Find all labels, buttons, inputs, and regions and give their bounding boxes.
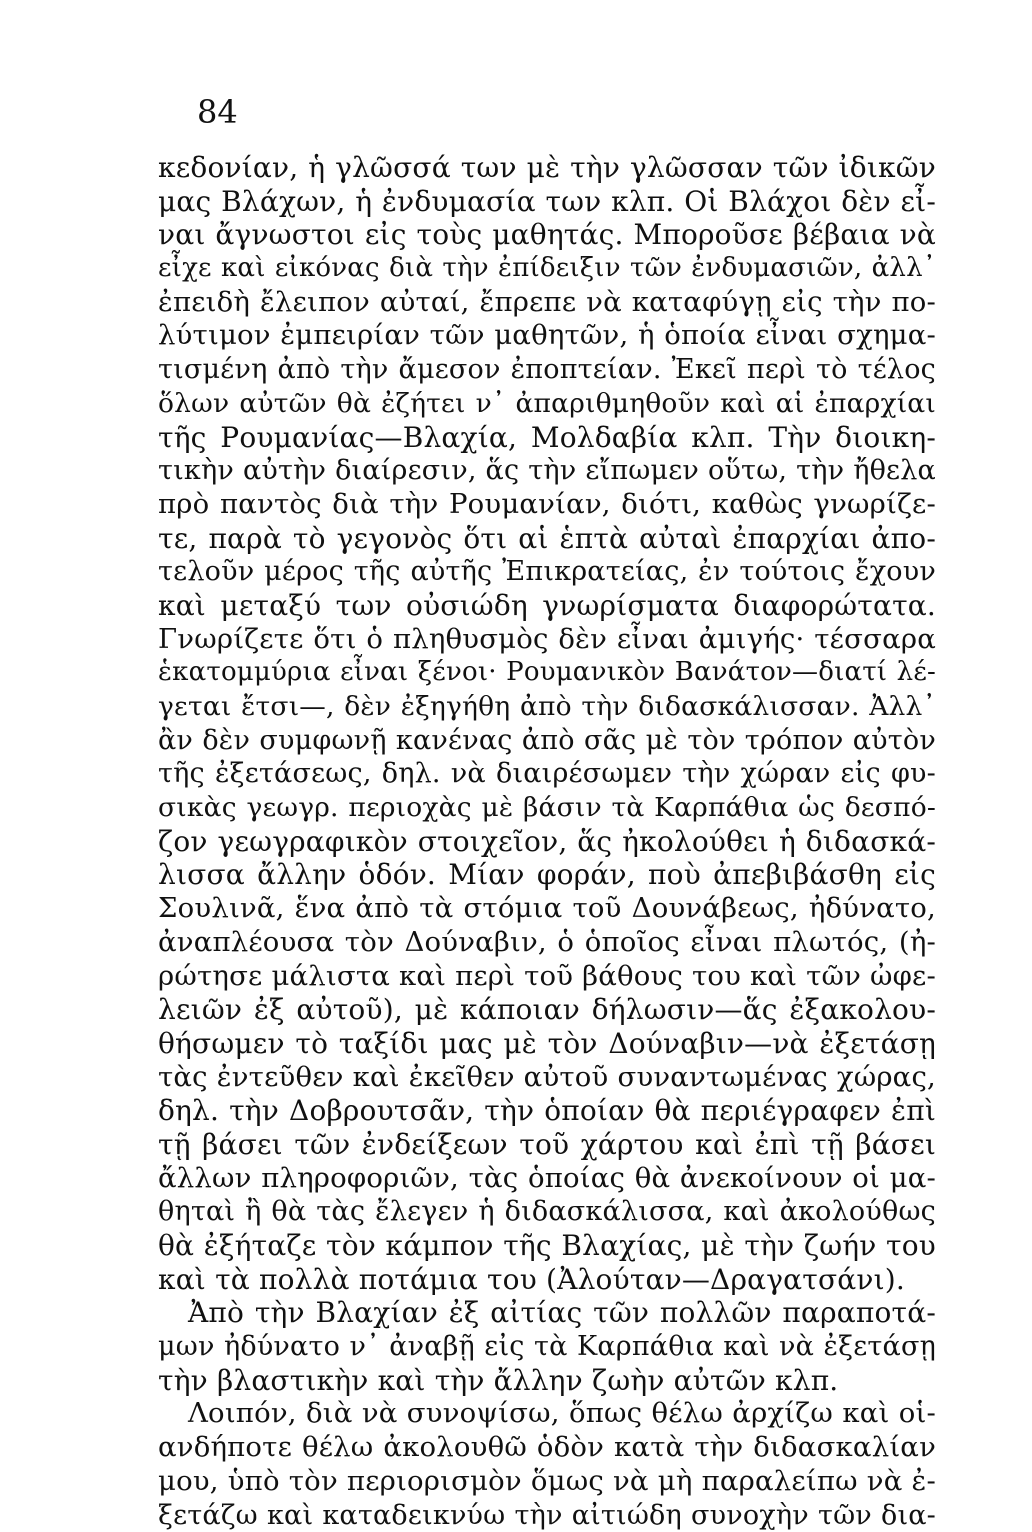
text-line: λύτιμον ἐμπειρίαν τῶν μαθητῶν, ἡ ὁποία εἶναι σχημα-: [158, 319, 936, 353]
text-line: εἶχε καὶ εἰκόνας διὰ τὴν ἐπίδειξιν τῶν ἐνδυμασιῶν, ἀλλ᾽: [158, 252, 936, 286]
text-line: σικὰς γεωγρ. περιοχὰς μὲ βάσιν τὰ Καρπάθια ὡς δεσπό-: [158, 791, 936, 825]
text-line: ἂν δὲν συμφωνῇ κανένας ἀπὸ σᾶς μὲ τὸν τρόπον αὐτὸν: [158, 724, 936, 758]
text-line: Λοιπόν, διὰ νὰ συνοψίσω, ὅπως θέλω ἀρχίζω καὶ οἱ-: [158, 1397, 936, 1431]
text-line: τῆς ἐξετάσεως, δηλ. νὰ διαιρέσωμεν τὴν χώραν εἰς φυ-: [158, 757, 936, 791]
text-line: ζον γεωγραφικὸν στοιχεῖον, ἅς ἠκολούθει ἡ διδασκά-: [158, 825, 936, 859]
text-line: τῇ βάσει τῶν ἐνδείξεων τοῦ χάρτου καὶ ἐπὶ τῇ βάσει: [158, 1128, 936, 1162]
text-line: γεται ἔτσι—, δὲν ἐξηγήθη ἀπὸ τὴν διδασκάλισσαν. Ἀλλ᾽: [158, 690, 936, 724]
text-line: τελοῦν μέρος τῆς αὐτῆς Ἐπικρατείας, ἐν τούτοις ἔχουν: [158, 555, 936, 589]
text-line: ἀναπλέουσα τὸν Δούναβιν, ὁ ὁποῖος εἶναι πλωτός, (ἠ-: [158, 926, 936, 960]
text-line: ἄλλων πληροφοριῶν, τὰς ὁποίας θὰ ἀνεκοίνουν οἱ μα-: [158, 1162, 936, 1196]
text-line: μου, ὑπὸ τὸν περιορισμὸν ὅμως νὰ μὴ παραλείπω νὰ ἐ-: [158, 1465, 936, 1499]
text-line: ξετάζω καὶ καταδεικνύω τὴν αἰτιώδη συνοχὴν τῶν δια-: [158, 1499, 936, 1532]
body-text: [158, 151, 936, 1532]
text-line: ανδήποτε θέλω ἀκολουθῶ ὁδὸν κατὰ τὴν διδασκαλίαν: [158, 1431, 936, 1465]
text-line: πρὸ παντὸς διὰ τὴν Ρουμανίαν, διότι, καθὼς γνωρίζε-: [158, 488, 936, 522]
text-line: τισμένη ἀπὸ τὴν ἄμεσον ἐποπτείαν. Ἐκεῖ περὶ τὸ τέλος: [158, 353, 936, 387]
text-line: τῆς Ρουμανίας—Βλαχία, Μολδαβία κλπ. Τὴν διοικη-: [158, 421, 936, 455]
text-line: δηλ. τὴν Δοβρουτσᾶν, τὴν ὁποίαν θὰ περιέγραφεν ἐπὶ: [158, 1094, 936, 1128]
text-line: Σουλινᾶ, ἕνα ἀπὸ τὰ στόμια τοῦ Δουνάβεως, ἠδύνατο,: [158, 892, 936, 926]
text-line: καὶ μεταξύ των οὐσιώδη γνωρίσματα διαφορώτατα.: [158, 589, 936, 623]
text-line: μων ἠδύνατο ν᾽ ἀναβῇ εἰς τὰ Καρπάθια καὶ νὰ ἐξετάσῃ: [158, 1330, 936, 1364]
text-line: ὅλων αὐτῶν θὰ ἐζήτει ν᾽ ἀπαριθμηθοῦν καὶ αἱ ἐπαρχίαι: [158, 387, 936, 421]
text-line: Γνωρίζετε ὅτι ὁ πληθυσμὸς δὲν εἶναι ἀμιγής· τέσσαρα: [158, 623, 936, 657]
text-line: λισσα ἄλλην ὁδόν. Μίαν φοράν, ποὺ ἀπεβιβάσθη εἰς: [158, 858, 936, 892]
text-line: καὶ τὰ πολλὰ ποτάμια του (Ἀλούταν—Δραγατσάνι).: [158, 1263, 936, 1297]
text-line: ναι ἄγνωστοι εἰς τοὺς μαθητάς. Μποροῦσε βέβαια νὰ: [158, 218, 936, 252]
text-line: τὴν βλαστικὴν καὶ τὴν ἄλλην ζωὴν αὐτῶν κλπ.: [158, 1364, 936, 1398]
text-line: ρώτησε μάλιστα καὶ περὶ τοῦ βάθους του καὶ τῶν ὠφε-: [158, 960, 936, 994]
text-line: μας Βλάχων, ἡ ἐνδυμασία των κλπ. Οἱ Βλάχοι δὲν εἶ-: [158, 185, 936, 219]
text-line: θήσωμεν τὸ ταξίδι μας μὲ τὸν Δούναβιν—νὰ ἐξετάσῃ: [158, 1027, 936, 1061]
text-line: ἑκατομμύρια εἶναι ξένοι· Ρουμανικὸν Βανάτον—διατί λέ-: [158, 656, 936, 690]
text-line: τε, παρὰ τὸ γεγονὸς ὅτι αἱ ἑπτὰ αὐταὶ ἐπαρχίαι ἀπο-: [158, 522, 936, 556]
text-line: τὰς ἐντεῦθεν καὶ ἐκεῖθεν αὐτοῦ συναντωμένας χώρας,: [158, 1061, 936, 1095]
text-line: τικὴν αὐτὴν διαίρεσιν, ἅς τὴν εἴπωμεν οὕτω, τὴν ἤθελα: [158, 454, 936, 488]
text-line: λειῶν ἐξ αὐτοῦ), μὲ κάποιαν δήλωσιν—ἅς ἐξακολου-: [158, 993, 936, 1027]
page-number: 84: [197, 96, 238, 128]
text-line: θηταὶ ἢ θὰ τὰς ἔλεγεν ἡ διδασκάλισσα, καὶ ἀκολούθως: [158, 1195, 936, 1229]
text-line: θὰ ἐξήταζε τὸν κάμπον τῆς Βλαχίας, μὲ τὴν ζωήν του: [158, 1229, 936, 1263]
text-line: κεδονίαν, ἡ γλῶσσά των μὲ τὴν γλῶσσαν τῶν ἰδικῶν: [158, 151, 936, 185]
text-line: Ἀπὸ τὴν Βλαχίαν ἐξ αἰτίας τῶν πολλῶν παραποτά-: [158, 1296, 936, 1330]
text-line: ἐπειδὴ ἔλειπον αὐταί, ἔπρεπε νὰ καταφύγῃ εἰς τὴν πο-: [158, 286, 936, 320]
